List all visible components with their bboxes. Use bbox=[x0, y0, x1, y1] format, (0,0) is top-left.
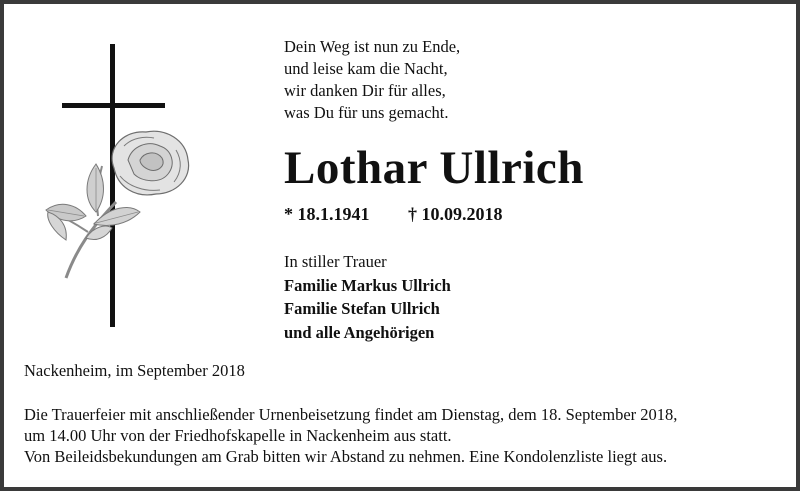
death-date: † 10.09.2018 bbox=[408, 204, 503, 224]
birth-date: * 18.1.1941 bbox=[284, 204, 370, 224]
rose-icon bbox=[36, 120, 206, 290]
notice-line: Die Trauerfeier mit anschließender Urnenbeisetzung findet am Dienstag, dem 18. September 2018, bbox=[24, 405, 678, 424]
poem-line: was Du für uns gemacht. bbox=[284, 103, 449, 122]
poem-line: Dein Weg ist nun zu Ende, bbox=[284, 37, 461, 56]
poem bbox=[284, 36, 460, 124]
notice-line: Von Beileidsbekundungen am Grab bitten wir Abstand zu nehmen. Eine Kondolenzliste liegt aus. bbox=[24, 447, 668, 466]
place-date: Nackenheim, im September 2018 bbox=[24, 361, 245, 380]
mourner-line: und alle Angehörigen bbox=[284, 322, 435, 342]
funeral-notice bbox=[24, 404, 677, 467]
deceased-name: Lothar Ullrich bbox=[284, 142, 584, 194]
life-dates bbox=[284, 204, 503, 225]
mourner-line: Familie Stefan Ullrich bbox=[284, 299, 440, 318]
notice-line: um 14.00 Uhr von der Friedhofskapelle in Nackenheim aus statt. bbox=[24, 426, 452, 445]
poem-line: wir danken Dir für alles, bbox=[284, 81, 446, 100]
poem-line: und leise kam die Nacht, bbox=[284, 59, 448, 78]
mourner-line: Familie Markus Ullrich bbox=[284, 275, 451, 295]
cross-horizontal-bar bbox=[62, 103, 165, 108]
mourning-intro: In stiller Trauer bbox=[284, 252, 387, 271]
mourners-block bbox=[284, 250, 451, 344]
